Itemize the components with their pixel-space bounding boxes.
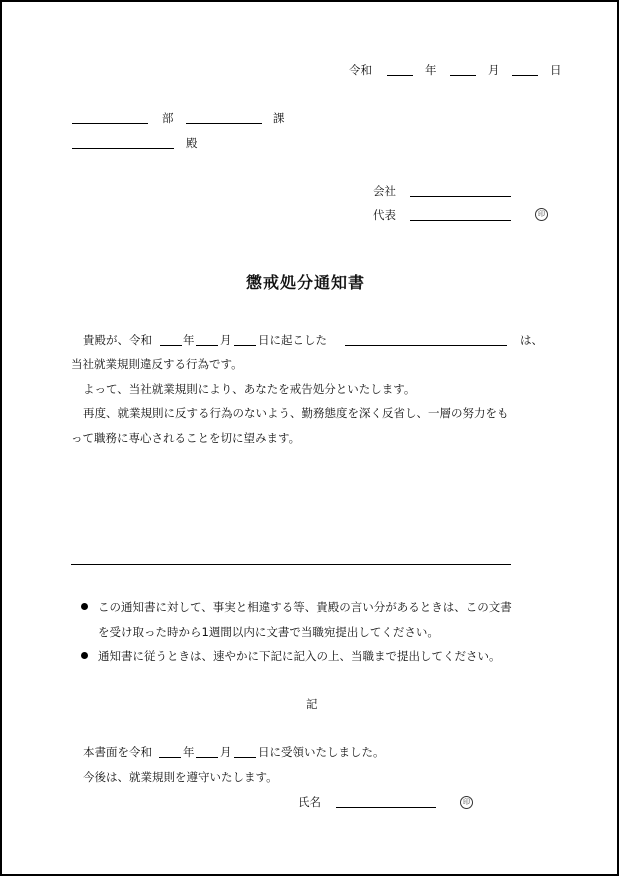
- receipt-line1-start: 本書面を令和: [83, 745, 152, 759]
- date-year-label: 年: [425, 63, 437, 77]
- body-month-blank: [196, 345, 218, 346]
- date-month-label: 月: [488, 63, 500, 77]
- receipt-year-label: 年: [183, 745, 195, 759]
- receipt-day-blank: [234, 757, 256, 758]
- date-day-blank: [512, 75, 538, 76]
- receipt-month-blank: [196, 757, 218, 758]
- document-title: 懲戒処分通知書: [246, 273, 366, 292]
- sender-representative-label: 代表: [373, 208, 396, 222]
- note1-line1: この通知書に対して、事実と相違する等、貴殿の言い分があるときは、この文書: [98, 600, 512, 614]
- date-era: 令和: [349, 63, 372, 77]
- body-line1-start: 貴殿が、令和: [83, 333, 152, 347]
- body-line1-end: は、: [520, 333, 543, 347]
- body-line4: 再度、就業規則に反する行為のないよう、勤務態度を深く反省し、一層の努力をも: [83, 406, 509, 420]
- receipt-seal-icon: 印: [460, 796, 473, 809]
- body-month-label: 月: [220, 333, 232, 347]
- body-line2: 当社就業規則違反する行為です。: [71, 357, 243, 371]
- receipt-line2: 今後は、就業規則を遵守いたします。: [83, 770, 278, 784]
- date-day-label: 日: [550, 63, 562, 77]
- receipt-name-blank: [336, 807, 436, 808]
- note1-line2: を受け取った時から1週間以内に文書で当職宛提出してください。: [98, 625, 439, 639]
- body-year-label: 年: [183, 333, 195, 347]
- receipt-name-label: 氏名: [298, 795, 321, 809]
- sender-company-label: 会社: [373, 184, 396, 198]
- body-year-blank: [160, 345, 182, 346]
- date-month-blank: [450, 75, 476, 76]
- receipt-month-label: 月: [220, 745, 232, 759]
- sender-seal-icon: 印: [535, 208, 548, 221]
- note2-line: 通知書に従うときは、速やかに下記に記入の上、当職まで提出してください。: [98, 649, 501, 663]
- body-day-blank: [234, 345, 256, 346]
- sender-representative-blank: [410, 220, 511, 221]
- bullet-icon: [81, 603, 88, 610]
- recipient-section-blank: [186, 123, 262, 124]
- recipient-dept-blank: [72, 123, 148, 124]
- receipt-year-blank: [159, 757, 181, 758]
- bullet-icon: [81, 652, 88, 659]
- recipient-name-blank: [72, 148, 174, 149]
- receipt-day-label: 日に受領いたしました。: [258, 745, 385, 759]
- body-incident-blank: [345, 345, 507, 346]
- body-line3: よって、当社就業規則により、あなたを戒告処分といたします。: [83, 382, 416, 396]
- sender-company-blank: [410, 196, 511, 197]
- recipient-section-label: 課: [273, 111, 285, 125]
- date-year-blank: [387, 75, 413, 76]
- recipient-dept-label: 部: [162, 111, 174, 125]
- recipient-honorific: 殿: [186, 136, 198, 150]
- ki-heading: 記: [306, 697, 318, 711]
- separator-line: [71, 564, 511, 565]
- body-day-label: 日に起こした: [258, 333, 327, 347]
- body-line5: って職務に専心されることを切に望みます。: [71, 431, 301, 445]
